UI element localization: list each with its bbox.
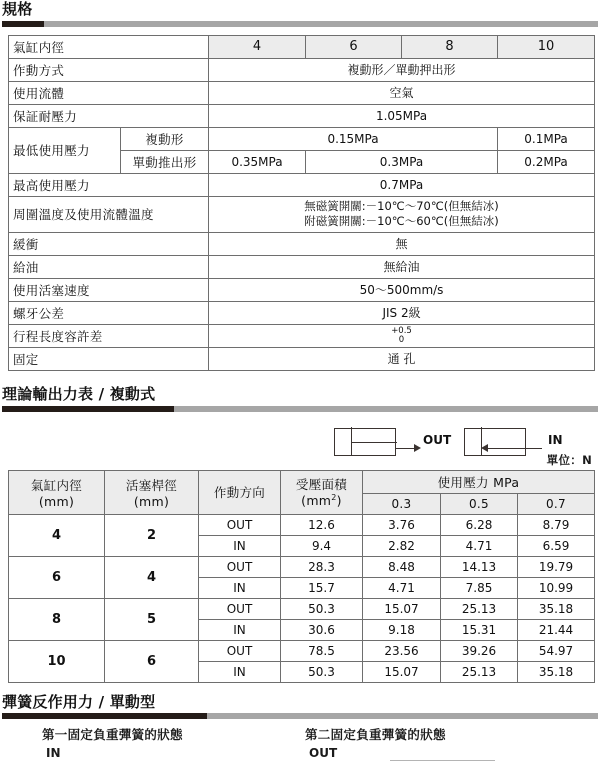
row-label-stroke-tolerance: 行程長度容許差 xyxy=(9,324,209,347)
cell-direction-in: IN xyxy=(199,619,281,640)
cell-area: 50.3 xyxy=(281,598,363,619)
cell-rod-4: 4 xyxy=(105,556,199,598)
unit-label: 單位：N xyxy=(546,452,592,467)
direction-diagrams xyxy=(0,422,600,466)
spring-second-direction-label: OUT xyxy=(309,746,338,761)
stroke-tolerance-upper: +0.5 xyxy=(391,326,412,337)
table-row xyxy=(9,514,595,535)
cell-rod-6: 6 xyxy=(105,640,199,682)
header-rod-line1: 活塞桿徑 xyxy=(125,477,178,493)
row-label-min-pressure: 最低使用壓力 xyxy=(9,127,121,173)
cylinder-in-diagram xyxy=(464,428,526,456)
table-row-proof-pressure xyxy=(9,104,595,127)
header-area-unit-close: ) xyxy=(336,493,342,509)
sublabel-double-acting: 複動形 xyxy=(121,127,209,150)
section-theoretical-output xyxy=(0,385,600,683)
table-row xyxy=(9,598,595,619)
cell-rod-2: 2 xyxy=(105,514,199,556)
bore-value-10: 10 xyxy=(498,35,595,58)
row-value-piston-speed: 50～500mm/s xyxy=(209,278,595,301)
spring-first-direction-label: IN xyxy=(46,746,61,761)
header-rod-line2: (mm) xyxy=(133,493,170,509)
row-value-cushion: 無 xyxy=(209,232,595,255)
out-arrow-head-icon xyxy=(414,444,421,452)
header-area-line1: 受壓面積 xyxy=(295,477,348,493)
cell-force-0.3: 9.18 xyxy=(363,619,441,640)
min-pressure-single-0.35: 0.35MPa xyxy=(209,150,306,173)
row-value-temperature xyxy=(209,196,595,232)
section-title-force: 理論輸出力表 / 複動式 xyxy=(2,384,156,403)
cell-bore-10: 10 xyxy=(9,640,105,682)
out-label: OUT xyxy=(423,432,452,447)
header-bore xyxy=(9,470,105,514)
cell-force-0.3: 15.07 xyxy=(363,661,441,682)
spring-state-columns xyxy=(0,725,600,765)
row-label-piston-speed: 使用活塞速度 xyxy=(9,278,209,301)
cell-force-0.7: 35.18 xyxy=(518,598,595,619)
table-row-thread-tolerance xyxy=(9,301,595,324)
spring-state-second xyxy=(305,725,446,760)
cell-direction-out: OUT xyxy=(199,556,281,577)
cell-force-0.5: 25.13 xyxy=(441,661,518,682)
table-row-min-pressure-double xyxy=(9,127,595,150)
in-arrow-head-icon xyxy=(481,444,488,452)
cell-force-0.5: 39.26 xyxy=(441,640,518,661)
row-value-lubrication: 無給油 xyxy=(209,255,595,278)
cell-force-0.7: 8.79 xyxy=(518,514,595,535)
row-label-lubrication: 給油 xyxy=(9,255,209,278)
spring-second-title: 第二固定負重彈簧的狀態 xyxy=(305,727,446,743)
cell-force-0.7: 10.99 xyxy=(518,577,595,598)
row-value-mounting: 通 孔 xyxy=(209,347,595,370)
header-rod xyxy=(105,470,199,514)
temperature-line-no-reed-switch: 無磁簧開關:－10℃～70℃(但無結冰) xyxy=(304,198,499,213)
table-row-mounting xyxy=(9,347,595,370)
header-pressure-group: 使用壓力 MPa xyxy=(363,470,595,493)
row-label-temperature: 周圍溫度及使用流體溫度 xyxy=(9,196,209,232)
cell-area: 15.7 xyxy=(281,577,363,598)
cell-force-0.3: 2.82 xyxy=(363,535,441,556)
cell-area: 30.6 xyxy=(281,619,363,640)
table-row-actuation-type xyxy=(9,58,595,81)
bore-value-6: 6 xyxy=(306,35,402,58)
section-spring-reaction-force xyxy=(0,693,600,765)
header-area-exponent: 2 xyxy=(331,493,337,503)
row-label-actuation-type: 作動方式 xyxy=(9,58,209,81)
row-label-max-pressure: 最高使用壓力 xyxy=(9,173,209,196)
cell-area: 12.6 xyxy=(281,514,363,535)
table-row xyxy=(9,640,595,661)
row-value-stroke-tolerance xyxy=(209,324,595,347)
section-rule-force xyxy=(2,406,598,412)
in-label: IN xyxy=(548,432,563,447)
cell-force-0.3: 8.48 xyxy=(363,556,441,577)
cell-force-0.7: 54.97 xyxy=(518,640,595,661)
row-label-cushion: 緩衝 xyxy=(9,232,209,255)
section-rule-spring xyxy=(2,713,598,719)
cell-force-0.3: 23.56 xyxy=(363,640,441,661)
table-row-max-pressure xyxy=(9,173,595,196)
min-pressure-single-0.3: 0.3MPa xyxy=(306,150,498,173)
row-label-fluid: 使用流體 xyxy=(9,81,209,104)
row-value-proof-pressure: 1.05MPa xyxy=(209,104,595,127)
header-area-unit-open: (mm xyxy=(301,493,332,509)
cell-force-0.5: 15.31 xyxy=(441,619,518,640)
specifications-table xyxy=(8,35,595,371)
row-label-thread-tolerance: 螺牙公差 xyxy=(9,301,209,324)
cell-direction-in: IN xyxy=(199,577,281,598)
cell-area: 50.3 xyxy=(281,661,363,682)
table-row-piston-speed xyxy=(9,278,595,301)
table-row-cushion xyxy=(9,232,595,255)
stroke-tolerance-lower: 0 xyxy=(398,334,405,345)
spring-state-first xyxy=(42,725,183,760)
table-row-force-header-1 xyxy=(9,470,595,493)
table-row-bore-header xyxy=(9,35,595,58)
cell-force-0.7: 19.79 xyxy=(518,556,595,577)
header-bore-line2: (mm) xyxy=(38,493,75,509)
piston-in-icon xyxy=(481,427,482,456)
section-title-spec: 規格 xyxy=(2,0,33,18)
cell-direction-out: OUT xyxy=(199,514,281,535)
row-value-fluid: 空氣 xyxy=(209,81,595,104)
stroke-tolerance-fraction xyxy=(391,327,412,344)
section-specifications xyxy=(0,0,600,371)
table-row xyxy=(9,556,595,577)
header-pressure-0.3: 0.3 xyxy=(363,493,441,514)
min-pressure-double-0.1: 0.1MPa xyxy=(498,127,595,150)
cell-bore-6: 6 xyxy=(9,556,105,598)
row-value-max-pressure: 0.7MPa xyxy=(209,173,595,196)
header-direction: 作動方向 xyxy=(199,470,281,514)
cell-force-0.3: 15.07 xyxy=(363,598,441,619)
row-value-thread-tolerance: JIS 2級 xyxy=(209,301,595,324)
cell-force-0.7: 35.18 xyxy=(518,661,595,682)
cell-bore-8: 8 xyxy=(9,598,105,640)
temperature-line-with-reed-switch: 附磁簧開關:－10℃～60℃(但無結冰) xyxy=(304,214,499,229)
table-row-stroke-tolerance xyxy=(9,324,595,347)
row-value-actuation-type: 複動形／單動押出形 xyxy=(209,58,595,81)
section-rule-spec xyxy=(2,21,598,27)
cell-direction-in: IN xyxy=(199,535,281,556)
sublabel-single-acting-push: 單動推出形 xyxy=(121,150,209,173)
cell-direction-in: IN xyxy=(199,661,281,682)
bore-value-4: 4 xyxy=(209,35,306,58)
cell-direction-out: OUT xyxy=(199,598,281,619)
spring-second-rule xyxy=(390,760,495,761)
cell-force-0.5: 7.85 xyxy=(441,577,518,598)
cell-force-0.5: 14.13 xyxy=(441,556,518,577)
bore-value-8: 8 xyxy=(402,35,498,58)
cell-force-0.5: 6.28 xyxy=(441,514,518,535)
cell-force-0.7: 21.44 xyxy=(518,619,595,640)
header-area xyxy=(281,470,363,514)
section-title-spring: 彈簧反作用力 / 單動型 xyxy=(2,692,156,711)
header-pressure-0.7: 0.7 xyxy=(518,493,595,514)
table-row-fluid xyxy=(9,81,595,104)
theoretical-output-table xyxy=(8,470,595,683)
header-bore-line1: 氣缸内徑 xyxy=(30,477,83,493)
cell-area: 78.5 xyxy=(281,640,363,661)
cylinder-out-diagram xyxy=(334,428,396,456)
cell-force-0.5: 25.13 xyxy=(441,598,518,619)
table-row-lubrication xyxy=(9,255,595,278)
header-area-line2 xyxy=(285,493,358,508)
header-pressure-0.5: 0.5 xyxy=(441,493,518,514)
cell-force-0.3: 3.76 xyxy=(363,514,441,535)
min-pressure-double-0.15: 0.15MPa xyxy=(209,127,498,150)
rod-out-icon xyxy=(351,442,397,443)
cell-force-0.5: 4.71 xyxy=(441,535,518,556)
row-label-mounting: 固定 xyxy=(9,347,209,370)
min-pressure-single-0.2: 0.2MPa xyxy=(498,150,595,173)
cell-area: 28.3 xyxy=(281,556,363,577)
cell-area: 9.4 xyxy=(281,535,363,556)
out-arrow-line xyxy=(396,448,416,449)
cell-bore-4: 4 xyxy=(9,514,105,556)
cell-rod-5: 5 xyxy=(105,598,199,640)
spring-first-title: 第一固定負重彈簧的狀態 xyxy=(42,727,183,743)
cell-direction-out: OUT xyxy=(199,640,281,661)
in-arrow-line xyxy=(487,448,542,449)
cell-force-0.3: 4.71 xyxy=(363,577,441,598)
cell-force-0.7: 6.59 xyxy=(518,535,595,556)
bore-header-label: 氣缸内徑 xyxy=(9,35,209,58)
table-row-temperature xyxy=(9,196,595,232)
row-label-proof-pressure: 保証耐壓力 xyxy=(9,104,209,127)
